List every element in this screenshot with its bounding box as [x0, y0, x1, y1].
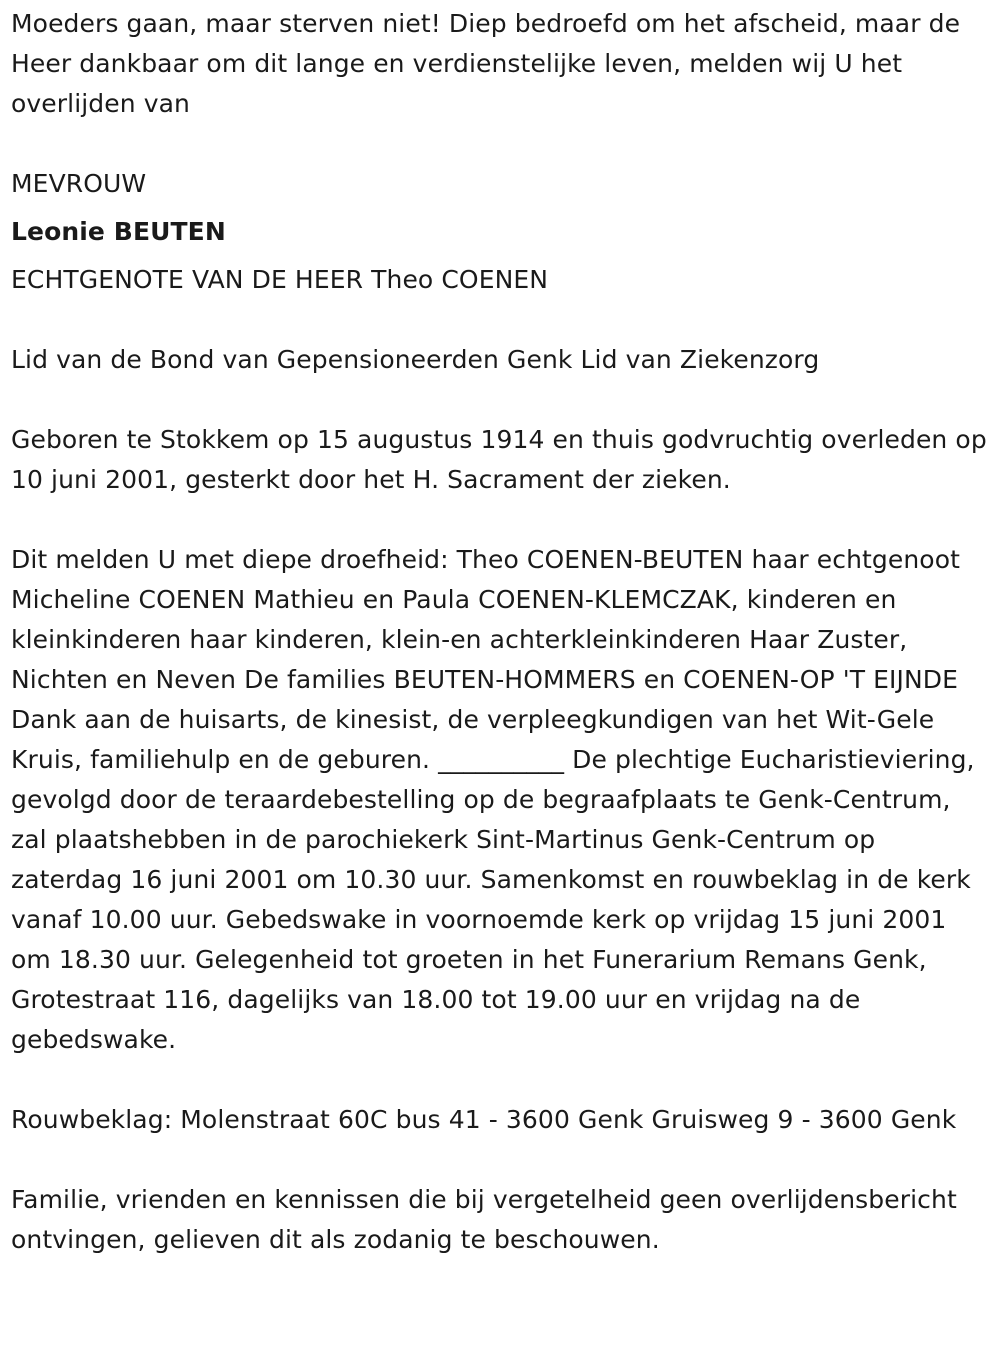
- birth-death-paragraph: Geboren te Stokkem op 15 augustus 1914 en thuis godvruchtig overleden op 10 juni 2001, gesterkt door het H. Sacrament der zieken.: [11, 425, 987, 494]
- memberships-paragraph: Lid van de Bond van Gepensioneerden Genk Lid van Ziekenzorg: [11, 345, 820, 374]
- intro-paragraph: Moeders gaan, maar sterven niet! Diep bedroefd om het afscheid, maar de Heer dankbaar om dit lange en verdienstelijke leven, melden wij U het overlijden van: [11, 9, 961, 118]
- condolences-paragraph: Rouwbeklag: Molenstraat 60C bus 41 - 3600 Genk Gruisweg 9 - 3600 Genk: [11, 1105, 957, 1134]
- honorific: MEVROUW: [11, 169, 147, 198]
- deceased-name: Leonie BEUTEN: [11, 217, 226, 246]
- closing-paragraph: Familie, vrienden en kennissen die bij vergetelheid geen overlijdensbericht ontvingen, gelieven dit als zodanig te beschouwen.: [11, 1185, 957, 1254]
- family-ceremony-paragraph: Dit melden U met diepe droefheid: Theo COENEN-BEUTEN haar echtgenoot Micheline COENEN Mathieu en Paula COENEN-KLEMCZAK, kinderen en kleinkinderen haar kinderen, klein-en achterkleinkinderen Haar Zuster, Nichten en Neven De families BEUTEN-HOMMERS en COENEN-OP 'T EIJNDE Dank aan de huisarts, de kinesist, de verpleegkundigen van het Wit-Gele Kruis, familiehulp en de geburen. __________ De plechtige Eucharistieviering, gevolgd door de teraardebestelling op de begraafplaats te Genk-Centrum, zal plaatshebben in de parochiekerk Sint-Martinus Genk-Centrum op zaterdag 16 juni 2001 om 10.30 uur. Samenkomst en rouwbeklag in de kerk vanaf 10.00 uur. Gebedswake in voornoemde kerk op vrijdag 15 juni 2001 om 18.30 uur. Gelegenheid tot groeten in het Funerarium Remans Genk, Grotestraat 116, dagelijks van 18.00 tot 19.00 uur en vrijdag na de gebedswake.: [11, 545, 975, 1054]
- spouse-line: ECHTGENOTE VAN DE HEER Theo COENEN: [11, 265, 549, 294]
- obituary-notice: [11, 4, 991, 1260]
